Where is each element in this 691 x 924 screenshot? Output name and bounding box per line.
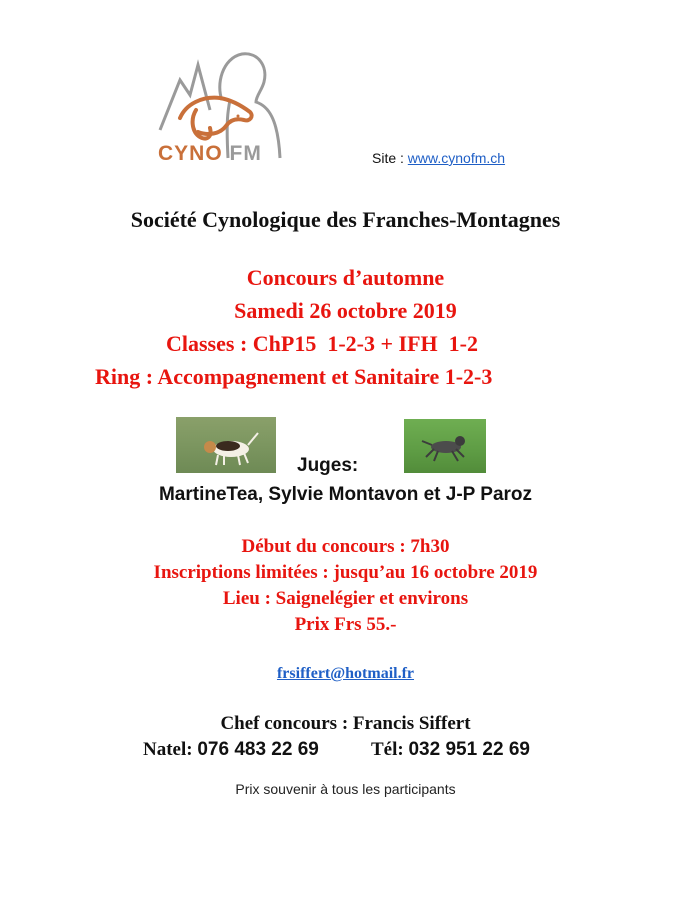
phone-tel <box>371 739 530 761</box>
beagle-icon <box>176 417 276 473</box>
judges-names: MartineTea, Sylvie Montavon et J-P Paroz <box>158 484 533 505</box>
event-title: Concours d’automne <box>246 265 445 290</box>
judges-heading: Juges: <box>297 455 359 476</box>
natel-number: 076 483 22 69 <box>197 739 319 760</box>
natel-label: Natel: <box>143 739 198 760</box>
site-label: Site : <box>372 150 408 166</box>
logo <box>150 40 290 170</box>
chef-line: Chef concours : Francis Siffert <box>220 713 471 734</box>
logo-text <box>158 142 262 166</box>
phone-natel <box>143 739 319 761</box>
event-ring: Ring : Accompagnement et Sanitaire 1-2-3 <box>95 364 493 389</box>
site-link[interactable]: www.cynofm.ch <box>407 150 506 166</box>
event-classes: Classes : ChP15 1-2-3 + IFH 1-2 <box>166 331 478 356</box>
site-line <box>372 150 505 166</box>
footer-note: Prix souvenir à tous les participants <box>235 781 456 797</box>
email-line <box>0 665 691 683</box>
event-date: Samedi 26 octobre 2019 <box>234 298 457 323</box>
society-name: Société Cynologique des Franches-Montagnes <box>130 207 561 232</box>
email-link[interactable]: frsiffert@hotmail.fr <box>276 665 415 682</box>
logo-brand-second: FM <box>229 142 262 165</box>
detail-price: Prix Frs 55.- <box>294 614 397 635</box>
detail-start: Début du concours : 7h30 <box>241 536 450 557</box>
running-dog-icon <box>404 419 486 473</box>
tel-number: 032 951 22 69 <box>408 739 530 760</box>
tel-label: Tél: <box>371 739 409 760</box>
logo-brand-first: CYNO <box>158 142 223 165</box>
detail-registration: Inscriptions limitées : jusqu’au 16 octobre 2019 <box>153 562 538 583</box>
photo-beagle <box>176 417 276 473</box>
photo-running-dog <box>404 419 486 473</box>
detail-location: Lieu : Saignelégier et environs <box>222 588 469 609</box>
